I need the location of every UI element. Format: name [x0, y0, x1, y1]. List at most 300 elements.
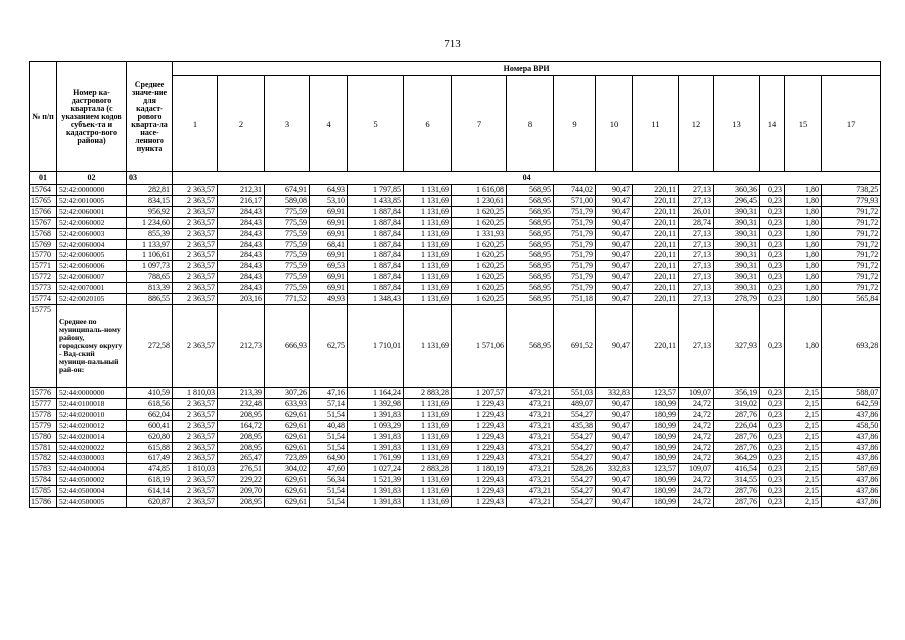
vri-value-4: 62,75: [310, 304, 348, 387]
vri-value-4: 69,91: [310, 272, 348, 283]
vri-value-7: 1 620,25: [452, 272, 507, 283]
vri-value-7: 1 571,06: [452, 304, 507, 387]
vri-value-2: 284,43: [218, 283, 265, 294]
vri-value-10: 332,83: [596, 464, 633, 475]
vri-value-10: 90,47: [596, 239, 633, 250]
cadastral-quarter: 52:44:0200012: [57, 420, 127, 431]
average-value: 956,92: [127, 206, 173, 217]
vri-value-4: 51,54: [310, 442, 348, 453]
header-index-average: 03: [127, 172, 173, 185]
vri-value-9: 751,79: [554, 283, 596, 294]
row-number: 15766: [30, 206, 57, 217]
vri-value-10: 90,47: [596, 398, 633, 409]
vri-value-6: 1 131,69: [404, 283, 452, 294]
vri-value-10: 90,47: [596, 475, 633, 486]
vri-value-15: 1,80: [785, 272, 822, 283]
vri-value-2: 229,22: [218, 475, 265, 486]
vri-value-11: 220,11: [633, 239, 679, 250]
vri-value-1: 2 363,57: [173, 304, 218, 387]
vri-value-14: 0,23: [760, 387, 785, 398]
vri-value-13: 287,76: [714, 486, 760, 497]
vri-value-1: 2 363,57: [173, 228, 218, 239]
row-number: 15779: [30, 420, 57, 431]
vri-value-5: 1 887,84: [348, 217, 404, 228]
vri-value-17: 437,86: [822, 442, 881, 453]
average-value: 662,04: [127, 409, 173, 420]
vri-value-4: 47,60: [310, 464, 348, 475]
vri-value-17: 791,72: [822, 261, 881, 272]
cadastral-quarter: 52:42:0010005: [57, 195, 127, 206]
vri-value-14: 0,23: [760, 206, 785, 217]
vri-table: [29, 61, 881, 508]
vri-value-15: 1,80: [785, 239, 822, 250]
vri-value-1: 2 363,57: [173, 195, 218, 206]
vri-value-10: 90,47: [596, 272, 633, 283]
vri-value-2: 232,48: [218, 398, 265, 409]
average-value: 886,55: [127, 294, 173, 305]
table-row: [30, 206, 881, 217]
vri-value-13: 296,45: [714, 195, 760, 206]
vri-value-7: 1 620,25: [452, 206, 507, 217]
vri-value-8: 473,21: [507, 475, 554, 486]
row-number: 15775: [30, 304, 57, 387]
vri-value-8: 568,95: [507, 239, 554, 250]
vri-value-1: 2 363,57: [173, 294, 218, 305]
vri-value-1: 2 363,57: [173, 261, 218, 272]
vri-value-12: 27,13: [679, 272, 714, 283]
vri-value-10: 90,47: [596, 431, 633, 442]
row-number: 15769: [30, 239, 57, 250]
vri-value-11: 220,11: [633, 283, 679, 294]
vri-value-1: 2 363,57: [173, 453, 218, 464]
vri-value-15: 2,15: [785, 453, 822, 464]
vri-value-14: 0,23: [760, 398, 785, 409]
vri-value-1: 2 363,57: [173, 398, 218, 409]
vri-value-11: 220,11: [633, 272, 679, 283]
vri-value-6: 1 131,69: [404, 431, 452, 442]
vri-value-8: 568,95: [507, 217, 554, 228]
vri-value-17: 738,25: [822, 185, 881, 196]
vri-value-2: 208,95: [218, 497, 265, 508]
header-vri-10: 10: [596, 76, 633, 172]
vri-value-15: 2,15: [785, 431, 822, 442]
vri-value-8: 568,95: [507, 304, 554, 387]
vri-value-4: 64,90: [310, 453, 348, 464]
row-number: 15783: [30, 464, 57, 475]
vri-value-13: 356,19: [714, 387, 760, 398]
vri-value-8: 568,95: [507, 228, 554, 239]
vri-value-7: 1 620,25: [452, 294, 507, 305]
vri-value-14: 0,23: [760, 442, 785, 453]
vri-value-8: 568,95: [507, 283, 554, 294]
header-quarter: Номер ка-дастрового квартала (с указанием кодов субъек-та и кадастро-вого района): [57, 62, 127, 172]
vri-value-10: 332,83: [596, 387, 633, 398]
vri-value-10: 90,47: [596, 294, 633, 305]
header-index-no: 01: [30, 172, 57, 185]
vri-value-12: 27,13: [679, 261, 714, 272]
header-no: № п/п: [30, 62, 57, 172]
vri-value-2: 284,43: [218, 217, 265, 228]
vri-value-14: 0,23: [760, 250, 785, 261]
vri-value-3: 775,59: [265, 272, 310, 283]
header-vri-13: 13: [714, 76, 760, 172]
vri-value-9: 751,79: [554, 261, 596, 272]
vri-value-8: 473,21: [507, 453, 554, 464]
cadastral-quarter: 52:44:0200010: [57, 409, 127, 420]
vri-value-6: 1 131,69: [404, 228, 452, 239]
average-value: 410,59: [127, 387, 173, 398]
vri-value-13: 319,02: [714, 398, 760, 409]
vri-value-4: 69,53: [310, 261, 348, 272]
table-row: [30, 250, 881, 261]
vri-value-3: 589,08: [265, 195, 310, 206]
vri-value-13: 278,79: [714, 294, 760, 305]
vri-value-7: 1 620,25: [452, 250, 507, 261]
row-number: 15782: [30, 453, 57, 464]
vri-value-13: 287,76: [714, 431, 760, 442]
vri-value-3: 633,93: [265, 398, 310, 409]
header-vri-4: 4: [310, 76, 348, 172]
vri-value-6: 1 131,69: [404, 398, 452, 409]
vri-value-14: 0,23: [760, 283, 785, 294]
table-row: [30, 464, 881, 475]
vri-value-3: 775,59: [265, 239, 310, 250]
vri-value-7: 1 229,43: [452, 497, 507, 508]
vri-value-9: 489,07: [554, 398, 596, 409]
vri-value-8: 568,95: [507, 185, 554, 196]
vri-value-1: 2 363,57: [173, 442, 218, 453]
vri-value-5: 1 797,85: [348, 185, 404, 196]
vri-value-12: 24,72: [679, 420, 714, 431]
table-row: [30, 486, 881, 497]
vri-value-5: 1 391,83: [348, 497, 404, 508]
row-number: 15777: [30, 398, 57, 409]
vri-value-1: 2 363,57: [173, 431, 218, 442]
vri-value-12: 24,72: [679, 453, 714, 464]
vri-value-6: 1 131,69: [404, 185, 452, 196]
vri-value-17: 693,28: [822, 304, 881, 387]
vri-value-4: 47,16: [310, 387, 348, 398]
vri-value-9: 554,27: [554, 475, 596, 486]
vri-value-6: 2 883,28: [404, 387, 452, 398]
vri-value-2: 276,51: [218, 464, 265, 475]
vri-value-5: 1 348,43: [348, 294, 404, 305]
vri-value-7: 1 229,43: [452, 453, 507, 464]
table-row: [30, 398, 881, 409]
vri-value-3: 307,26: [265, 387, 310, 398]
header-index-quarter: 02: [57, 172, 127, 185]
vri-value-2: 164,72: [218, 420, 265, 431]
vri-value-14: 0,23: [760, 185, 785, 196]
vri-value-13: 226,04: [714, 420, 760, 431]
vri-value-13: 364,29: [714, 453, 760, 464]
vri-value-17: 587,69: [822, 464, 881, 475]
row-number: 15768: [30, 228, 57, 239]
vri-value-7: 1 616,08: [452, 185, 507, 196]
table-row: [30, 387, 881, 398]
vri-value-1: 1 810,03: [173, 464, 218, 475]
vri-value-2: 208,95: [218, 431, 265, 442]
vri-value-14: 0,23: [760, 195, 785, 206]
vri-value-12: 27,13: [679, 228, 714, 239]
vri-value-1: 2 363,57: [173, 283, 218, 294]
vri-value-13: 314,55: [714, 475, 760, 486]
vri-value-9: 554,27: [554, 497, 596, 508]
vri-value-11: 180,99: [633, 486, 679, 497]
vri-value-9: 751,79: [554, 228, 596, 239]
vri-value-1: 2 363,57: [173, 420, 218, 431]
vri-value-17: 791,72: [822, 250, 881, 261]
vri-value-11: 180,99: [633, 442, 679, 453]
vri-value-12: 26,01: [679, 206, 714, 217]
vri-value-12: 24,72: [679, 497, 714, 508]
vri-value-2: 203,16: [218, 294, 265, 305]
vri-value-10: 90,47: [596, 283, 633, 294]
vri-value-17: 779,93: [822, 195, 881, 206]
vri-value-5: 1 887,84: [348, 206, 404, 217]
vri-value-15: 2,15: [785, 442, 822, 453]
vri-value-11: 180,99: [633, 409, 679, 420]
vri-value-17: 791,72: [822, 239, 881, 250]
vri-value-8: 568,95: [507, 294, 554, 305]
vri-value-12: 27,13: [679, 294, 714, 305]
vri-value-10: 90,47: [596, 185, 633, 196]
average-value: 615,88: [127, 442, 173, 453]
vri-value-13: 390,31: [714, 206, 760, 217]
vri-value-13: 390,31: [714, 228, 760, 239]
vri-value-15: 2,15: [785, 486, 822, 497]
header-index-vri: 04: [173, 172, 881, 185]
average-value: 600,41: [127, 420, 173, 431]
vri-value-8: 473,21: [507, 464, 554, 475]
header-vri-15: 15: [785, 76, 822, 172]
cadastral-quarter: 52:42:0060005: [57, 250, 127, 261]
vri-value-2: 284,43: [218, 261, 265, 272]
vri-value-12: 27,13: [679, 185, 714, 196]
vri-value-1: 2 363,57: [173, 206, 218, 217]
cadastral-quarter: 52:44:0300003: [57, 453, 127, 464]
table-row: [30, 453, 881, 464]
header-vri-17: 17: [822, 76, 881, 172]
vri-value-15: 2,15: [785, 387, 822, 398]
cadastral-quarter: 52:44:0400004: [57, 464, 127, 475]
vri-value-14: 0,23: [760, 217, 785, 228]
vri-value-8: 473,21: [507, 398, 554, 409]
vri-value-3: 629,61: [265, 420, 310, 431]
vri-value-15: 1,80: [785, 250, 822, 261]
vri-value-4: 69,91: [310, 228, 348, 239]
vri-value-5: 1 887,84: [348, 228, 404, 239]
cadastral-quarter: 52:42:0060003: [57, 228, 127, 239]
vri-value-7: 1 620,25: [452, 239, 507, 250]
vri-value-12: 27,13: [679, 250, 714, 261]
vri-value-7: 1 620,25: [452, 261, 507, 272]
row-number: 15786: [30, 497, 57, 508]
vri-value-11: 220,11: [633, 304, 679, 387]
header-vri-12: 12: [679, 76, 714, 172]
vri-value-14: 0,23: [760, 420, 785, 431]
vri-value-11: 180,99: [633, 398, 679, 409]
vri-value-15: 1,80: [785, 217, 822, 228]
vri-value-1: 2 363,57: [173, 497, 218, 508]
vri-value-7: 1 620,25: [452, 217, 507, 228]
vri-value-4: 53,10: [310, 195, 348, 206]
vri-value-13: 416,54: [714, 464, 760, 475]
vri-value-13: 390,31: [714, 217, 760, 228]
vri-value-15: 1,80: [785, 304, 822, 387]
vri-value-14: 0,23: [760, 464, 785, 475]
cadastral-quarter: 52:42:0060007: [57, 272, 127, 283]
table-body: [30, 185, 881, 508]
vri-value-3: 723,89: [265, 453, 310, 464]
vri-value-10: 90,47: [596, 304, 633, 387]
vri-value-7: 1 229,43: [452, 409, 507, 420]
vri-value-11: 220,11: [633, 185, 679, 196]
header-vri-5: 5: [348, 76, 404, 172]
vri-value-2: 212,73: [218, 304, 265, 387]
vri-value-7: 1 207,57: [452, 387, 507, 398]
cadastral-quarter: 52:42:0060001: [57, 206, 127, 217]
average-value: 1 234,60: [127, 217, 173, 228]
vri-value-4: 56,34: [310, 475, 348, 486]
vri-value-1: 2 363,57: [173, 217, 218, 228]
header-vri-3: 3: [265, 76, 310, 172]
vri-value-15: 1,80: [785, 185, 822, 196]
vri-value-15: 2,15: [785, 409, 822, 420]
vri-value-13: 390,31: [714, 250, 760, 261]
vri-value-6: 1 131,69: [404, 497, 452, 508]
vri-value-4: 40,48: [310, 420, 348, 431]
vri-value-12: 109,07: [679, 387, 714, 398]
vri-value-17: 437,86: [822, 431, 881, 442]
vri-value-7: 1 229,43: [452, 442, 507, 453]
average-value: 620,80: [127, 431, 173, 442]
table-row: [30, 239, 881, 250]
row-number: 15776: [30, 387, 57, 398]
vri-value-5: 1 887,84: [348, 261, 404, 272]
vri-value-14: 0,23: [760, 272, 785, 283]
vri-value-4: 49,93: [310, 294, 348, 305]
vri-value-1: 2 363,57: [173, 239, 218, 250]
vri-value-13: 287,76: [714, 442, 760, 453]
vri-value-13: 360,36: [714, 185, 760, 196]
vri-value-5: 1 887,84: [348, 272, 404, 283]
table-row: [30, 420, 881, 431]
vri-value-15: 2,15: [785, 475, 822, 486]
table-row: [30, 304, 881, 387]
vri-value-3: 775,59: [265, 283, 310, 294]
vri-value-9: 571,00: [554, 195, 596, 206]
vri-value-15: 2,15: [785, 497, 822, 508]
vri-value-2: 209,70: [218, 486, 265, 497]
vri-value-10: 90,47: [596, 486, 633, 497]
vri-value-3: 629,61: [265, 409, 310, 420]
vri-value-12: 24,72: [679, 475, 714, 486]
vri-value-9: 554,27: [554, 409, 596, 420]
vri-value-17: 588,07: [822, 387, 881, 398]
vri-value-14: 0,23: [760, 431, 785, 442]
vri-value-8: 568,95: [507, 261, 554, 272]
vri-value-12: 28,74: [679, 217, 714, 228]
table-row: [30, 294, 881, 305]
vri-value-4: 51,54: [310, 486, 348, 497]
vri-value-12: 27,13: [679, 304, 714, 387]
vri-value-7: 1 229,43: [452, 475, 507, 486]
vri-value-5: 1 391,83: [348, 431, 404, 442]
vri-value-11: 180,99: [633, 475, 679, 486]
vri-value-17: 565,84: [822, 294, 881, 305]
vri-value-3: 629,61: [265, 475, 310, 486]
vri-value-15: 2,15: [785, 398, 822, 409]
vri-value-10: 90,47: [596, 420, 633, 431]
vri-value-5: 1 433,85: [348, 195, 404, 206]
average-value: 614,14: [127, 486, 173, 497]
vri-value-10: 90,47: [596, 261, 633, 272]
vri-value-2: 208,95: [218, 442, 265, 453]
row-number: 15767: [30, 217, 57, 228]
cadastral-quarter: 52:44:0200014: [57, 431, 127, 442]
cadastral-quarter: 52:44:0500004: [57, 486, 127, 497]
vri-value-6: 2 883,28: [404, 464, 452, 475]
vri-value-5: 1 761,99: [348, 453, 404, 464]
table-row: [30, 475, 881, 486]
vri-value-3: 775,59: [265, 250, 310, 261]
vri-value-14: 0,23: [760, 486, 785, 497]
row-number: 15780: [30, 431, 57, 442]
average-value: 618,19: [127, 475, 173, 486]
vri-value-11: 220,11: [633, 294, 679, 305]
vri-value-6: 1 131,69: [404, 195, 452, 206]
average-value: 855,39: [127, 228, 173, 239]
vri-value-14: 0,23: [760, 304, 785, 387]
vri-value-5: 1 164,24: [348, 387, 404, 398]
vri-value-3: 629,61: [265, 431, 310, 442]
cadastral-quarter: 52:42:0060006: [57, 261, 127, 272]
vri-value-12: 24,72: [679, 442, 714, 453]
vri-value-13: 390,31: [714, 239, 760, 250]
page-number: 713: [444, 38, 461, 50]
vri-value-1: 2 363,57: [173, 185, 218, 196]
vri-value-4: 69,91: [310, 206, 348, 217]
average-value: 834,15: [127, 195, 173, 206]
table-row: [30, 283, 881, 294]
vri-value-17: 791,72: [822, 228, 881, 239]
vri-value-17: 437,86: [822, 453, 881, 464]
average-value: 617,49: [127, 453, 173, 464]
vri-value-6: 1 131,69: [404, 475, 452, 486]
vri-value-2: 212,31: [218, 185, 265, 196]
cadastral-quarter: Среднее по муниципаль-ному району, городскому округу - Вад-ский муници-пальный рай-он:: [57, 304, 127, 387]
vri-value-12: 27,13: [679, 239, 714, 250]
vri-value-13: 390,31: [714, 272, 760, 283]
vri-value-2: 213,39: [218, 387, 265, 398]
vri-value-5: 1 521,39: [348, 475, 404, 486]
vri-value-1: 2 363,57: [173, 250, 218, 261]
vri-value-8: 473,21: [507, 409, 554, 420]
vri-value-11: 220,11: [633, 228, 679, 239]
row-number: 15785: [30, 486, 57, 497]
cadastral-quarter: 52:44:0500002: [57, 475, 127, 486]
vri-value-9: 751,79: [554, 250, 596, 261]
vri-value-15: 1,80: [785, 228, 822, 239]
vri-value-2: 284,43: [218, 250, 265, 261]
vri-value-10: 90,47: [596, 195, 633, 206]
vri-value-3: 629,61: [265, 442, 310, 453]
vri-value-12: 24,72: [679, 431, 714, 442]
average-value: 788,65: [127, 272, 173, 283]
vri-value-9: 435,38: [554, 420, 596, 431]
vri-value-8: 473,21: [507, 431, 554, 442]
